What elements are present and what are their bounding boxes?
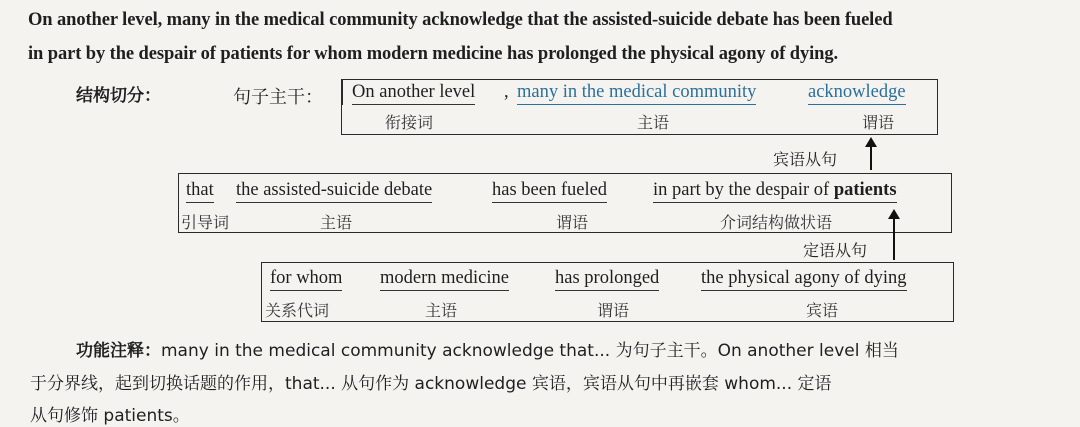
predicate-word: acknowledge bbox=[808, 82, 906, 105]
notes-line-1: 功能注释：many in the medical community acknowledge that... 为句子主干。On another level 相当 bbox=[76, 341, 899, 361]
comma: , bbox=[504, 82, 509, 102]
connector-phrase: On another level bbox=[352, 82, 475, 105]
gloss-clause-adverbial: 介词结构做状语 bbox=[720, 213, 833, 232]
arrow-up-icon-2 bbox=[893, 218, 895, 260]
attributive-clause-label: 定语从句 bbox=[803, 241, 868, 260]
subject-phrase: many in the medical community bbox=[517, 82, 756, 105]
structure-label: 结构切分： bbox=[76, 86, 161, 105]
gloss-connector: 衔接词 bbox=[385, 113, 434, 132]
arrow-up-icon bbox=[870, 146, 872, 170]
gloss-clause-predicate: 谓语 bbox=[556, 213, 589, 232]
clause-adverbial: in part by the despair of patients bbox=[653, 180, 897, 203]
rel-subject: modern medicine bbox=[380, 268, 509, 291]
gloss-that: 引导词 bbox=[181, 213, 230, 232]
rel-object: the physical agony of dying bbox=[701, 268, 907, 291]
relative-pronoun: for whom bbox=[270, 268, 342, 291]
clause-predicate: has been fueled bbox=[492, 180, 607, 203]
notes-line-3: 从句修饰 patients。 bbox=[30, 406, 190, 426]
gloss-relative-pronoun: 关系代词 bbox=[265, 301, 330, 320]
object-clause-label: 宾语从句 bbox=[773, 150, 838, 169]
notes-line-2: 于分界线，起到切换话题的作用，that... 从句作为 acknowledge 宾语，宾语从句中再嵌套 whom... 定语 bbox=[30, 374, 832, 394]
rel-predicate: has prolonged bbox=[555, 268, 659, 291]
gloss-predicate: 谓语 bbox=[862, 113, 895, 132]
sentence-line-1: On another level, many in the medical community acknowledge that the assisted-suicide debate has been fueled bbox=[28, 10, 893, 30]
gloss-rel-subject: 主语 bbox=[425, 301, 458, 320]
gloss-rel-predicate: 谓语 bbox=[597, 301, 630, 320]
gloss-rel-object: 宾语 bbox=[806, 301, 839, 320]
sentence-line-2: in part by the despair of patients for whom modern medicine has prolonged the physical agony of dying. bbox=[28, 44, 839, 64]
gloss-subject: 主语 bbox=[637, 113, 670, 132]
gloss-clause-subject: 主语 bbox=[320, 213, 353, 232]
main-clause-label: 句子主干： bbox=[233, 87, 323, 108]
clause-subject: the assisted-suicide debate bbox=[236, 180, 432, 203]
clause-word-that: that bbox=[186, 180, 214, 203]
